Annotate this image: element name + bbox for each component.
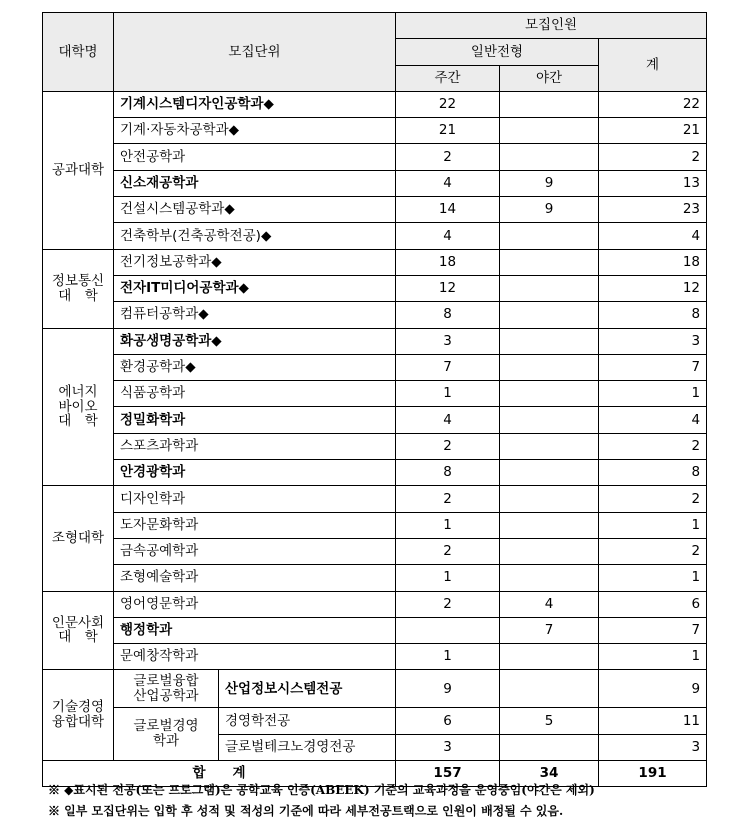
total-count: 11 bbox=[599, 708, 707, 734]
total-count: 7 bbox=[599, 354, 707, 380]
unit-name bbox=[114, 328, 396, 354]
day-count: 14 bbox=[396, 197, 500, 223]
track-label: 경영학전공 bbox=[225, 712, 291, 729]
unit-label: 컴퓨터공학과◆ bbox=[120, 306, 209, 323]
night-count bbox=[500, 328, 599, 354]
night-count bbox=[500, 734, 599, 760]
table-row bbox=[43, 565, 707, 591]
total-count: 12 bbox=[599, 275, 707, 301]
total-count: 4 bbox=[599, 223, 707, 249]
track-name bbox=[219, 708, 396, 734]
day-count: 6 bbox=[396, 708, 500, 734]
day-count: 12 bbox=[396, 275, 500, 301]
header-total: 계 bbox=[599, 39, 707, 92]
table-row bbox=[43, 407, 707, 433]
unit-label: 정밀화학과 bbox=[120, 411, 186, 428]
total-count: 4 bbox=[599, 407, 707, 433]
unit-label: 전기정보공학과◆ bbox=[120, 253, 222, 270]
night-count bbox=[500, 512, 599, 538]
unit-label: 스포츠과학과 bbox=[120, 437, 199, 454]
totals-label: 합 계 bbox=[43, 761, 396, 787]
total-count: 8 bbox=[599, 302, 707, 328]
table-row bbox=[43, 197, 707, 223]
day-count: 2 bbox=[396, 433, 500, 459]
unit-label: 문예창작학과 bbox=[120, 648, 199, 665]
unit-name bbox=[114, 197, 396, 223]
day-count: 8 bbox=[396, 460, 500, 486]
unit-label: 기계시스템디자인공학과◆ bbox=[120, 96, 274, 113]
table-row bbox=[43, 302, 707, 328]
track-label: 글로벌테크노경영전공 bbox=[225, 738, 356, 755]
header-day: 주간 bbox=[396, 65, 500, 91]
day-count: 3 bbox=[396, 328, 500, 354]
day-count: 2 bbox=[396, 486, 500, 512]
total-count: 2 bbox=[599, 433, 707, 459]
night-count bbox=[500, 670, 599, 708]
total-count: 7 bbox=[599, 617, 707, 643]
college-name: 정보통신 대 학 bbox=[43, 249, 114, 328]
header-unit: 모집단위 bbox=[114, 13, 396, 92]
unit-label: 화공생명공학과◆ bbox=[120, 332, 222, 349]
night-count bbox=[500, 433, 599, 459]
table-row bbox=[43, 170, 707, 196]
total-count: 9 bbox=[599, 670, 707, 708]
total-count: 2 bbox=[599, 538, 707, 564]
unit-label: 안경광학과 bbox=[120, 464, 186, 481]
unit-name bbox=[114, 486, 396, 512]
total-night: 34 bbox=[500, 761, 599, 787]
night-count: 7 bbox=[500, 617, 599, 643]
table-row bbox=[43, 354, 707, 380]
unit-label: 식품공학과 bbox=[120, 385, 186, 402]
unit-label: 금속공예학과 bbox=[120, 543, 199, 560]
unit-name bbox=[114, 354, 396, 380]
college-name: 기술경영 융합대학 bbox=[43, 670, 114, 761]
table-row bbox=[43, 144, 707, 170]
table-row bbox=[43, 223, 707, 249]
header-college: 대학명 bbox=[43, 13, 114, 92]
night-count bbox=[500, 118, 599, 144]
table-row bbox=[43, 591, 707, 617]
night-count bbox=[500, 381, 599, 407]
unit-name bbox=[114, 275, 396, 301]
unit-name bbox=[114, 407, 396, 433]
header-night: 야간 bbox=[500, 65, 599, 91]
unit-name bbox=[114, 644, 396, 670]
total-count: 1 bbox=[599, 381, 707, 407]
night-count: 4 bbox=[500, 591, 599, 617]
unit-name bbox=[114, 565, 396, 591]
total-count: 1 bbox=[599, 644, 707, 670]
total-count: 18 bbox=[599, 249, 707, 275]
unit-label: 영어영문학과 bbox=[120, 595, 199, 612]
table-row bbox=[43, 275, 707, 301]
night-count bbox=[500, 644, 599, 670]
night-count bbox=[500, 249, 599, 275]
unit-label: 건설시스템공학과◆ bbox=[120, 201, 235, 218]
unit-name bbox=[114, 460, 396, 486]
unit-label: 신소재공학과 bbox=[120, 175, 199, 191]
night-count bbox=[500, 91, 599, 117]
track-label: 산업정보시스템전공 bbox=[225, 680, 343, 697]
day-count: 3 bbox=[396, 734, 500, 760]
day-count: 1 bbox=[396, 512, 500, 538]
night-count bbox=[500, 144, 599, 170]
table-row bbox=[43, 538, 707, 564]
total-count: 1 bbox=[599, 565, 707, 591]
admission-table bbox=[42, 12, 707, 787]
header-recruit: 모집인원 bbox=[396, 13, 707, 39]
college-name: 인문사회 대 학 bbox=[43, 591, 114, 670]
unit-name bbox=[114, 381, 396, 407]
track-name bbox=[219, 670, 396, 708]
day-count: 1 bbox=[396, 565, 500, 591]
header-general: 일반전형 bbox=[396, 39, 599, 65]
night-count bbox=[500, 538, 599, 564]
day-count: 2 bbox=[396, 144, 500, 170]
day-count: 4 bbox=[396, 407, 500, 433]
unit-name bbox=[114, 144, 396, 170]
unit-name bbox=[114, 91, 396, 117]
day-count: 4 bbox=[396, 170, 500, 196]
unit-label: 디자인학과 bbox=[120, 490, 186, 507]
day-count: 18 bbox=[396, 249, 500, 275]
night-count bbox=[500, 223, 599, 249]
table-row bbox=[43, 670, 707, 708]
total-count: 6 bbox=[599, 591, 707, 617]
night-count bbox=[500, 565, 599, 591]
table-row bbox=[43, 433, 707, 459]
day-count: 4 bbox=[396, 223, 500, 249]
unit-name bbox=[114, 118, 396, 144]
unit-name bbox=[114, 538, 396, 564]
day-count: 9 bbox=[396, 670, 500, 708]
track-name bbox=[219, 734, 396, 760]
total-count: 23 bbox=[599, 197, 707, 223]
unit-name bbox=[114, 617, 396, 643]
unit-name bbox=[114, 512, 396, 538]
dept-name: 글로벌융합 산업공학과 bbox=[114, 670, 219, 708]
night-count: 9 bbox=[500, 197, 599, 223]
grand-total: 191 bbox=[599, 761, 707, 787]
table-row bbox=[43, 460, 707, 486]
total-count: 21 bbox=[599, 118, 707, 144]
total-count: 2 bbox=[599, 144, 707, 170]
unit-label: 행정학과 bbox=[120, 622, 173, 639]
unit-name bbox=[114, 591, 396, 617]
night-count bbox=[500, 407, 599, 433]
college-name: 공과대학 bbox=[43, 91, 114, 249]
day-count: 7 bbox=[396, 354, 500, 380]
day-count: 22 bbox=[396, 91, 500, 117]
night-count bbox=[500, 460, 599, 486]
college-name: 에너지 바이오 대 학 bbox=[43, 328, 114, 486]
footnotes bbox=[48, 780, 748, 822]
unit-label: 조형예술학과 bbox=[120, 569, 199, 586]
night-count bbox=[500, 486, 599, 512]
dept-name: 글로벌경영 학과 bbox=[114, 708, 219, 761]
day-count: 1 bbox=[396, 381, 500, 407]
day-count: 21 bbox=[396, 118, 500, 144]
unit-label: 안전공학과 bbox=[120, 148, 186, 165]
footnote: ※ ◆표시된 전공(또는 프로그램)은 공학교육 인증(ABEEK) 기준의 교육과정을 운영중임(야간은 제외) bbox=[48, 783, 595, 797]
total-count: 1 bbox=[599, 512, 707, 538]
day-count: 2 bbox=[396, 591, 500, 617]
table-row bbox=[43, 249, 707, 275]
day-count bbox=[396, 617, 500, 643]
college-name: 조형대학 bbox=[43, 486, 114, 591]
unit-label: 환경공학과◆ bbox=[120, 359, 196, 376]
unit-name bbox=[114, 249, 396, 275]
table-row bbox=[43, 118, 707, 144]
unit-name bbox=[114, 223, 396, 249]
unit-label: 전자IT미디어공학과◆ bbox=[120, 280, 249, 297]
unit-label: 기계·자동차공학과◆ bbox=[120, 122, 240, 139]
total-count: 8 bbox=[599, 460, 707, 486]
night-count bbox=[500, 275, 599, 301]
table-row bbox=[43, 486, 707, 512]
night-count: 5 bbox=[500, 708, 599, 734]
day-count: 1 bbox=[396, 644, 500, 670]
table-row bbox=[43, 91, 707, 117]
day-count: 8 bbox=[396, 302, 500, 328]
table-row bbox=[43, 512, 707, 538]
total-day: 157 bbox=[396, 761, 500, 787]
unit-name bbox=[114, 433, 396, 459]
unit-name bbox=[114, 170, 396, 196]
footnote: ※ 일부 모집단위는 입학 후 성적 및 적성의 기준에 따라 세부전공트랙으로 인원이 배정될 수 있음. bbox=[48, 804, 564, 818]
table-row bbox=[43, 328, 707, 354]
total-count: 3 bbox=[599, 328, 707, 354]
unit-label: 도자문화학과 bbox=[120, 516, 199, 533]
total-count: 2 bbox=[599, 486, 707, 512]
table-row bbox=[43, 644, 707, 670]
unit-name bbox=[114, 302, 396, 328]
night-count bbox=[500, 302, 599, 328]
day-count: 2 bbox=[396, 538, 500, 564]
total-count: 13 bbox=[599, 170, 707, 196]
unit-label: 건축학부(건축공학전공)◆ bbox=[120, 227, 272, 244]
table-row bbox=[43, 708, 707, 734]
total-count: 22 bbox=[599, 91, 707, 117]
table-row bbox=[43, 381, 707, 407]
night-count: 9 bbox=[500, 170, 599, 196]
night-count bbox=[500, 354, 599, 380]
total-count: 3 bbox=[599, 734, 707, 760]
table-row bbox=[43, 617, 707, 643]
